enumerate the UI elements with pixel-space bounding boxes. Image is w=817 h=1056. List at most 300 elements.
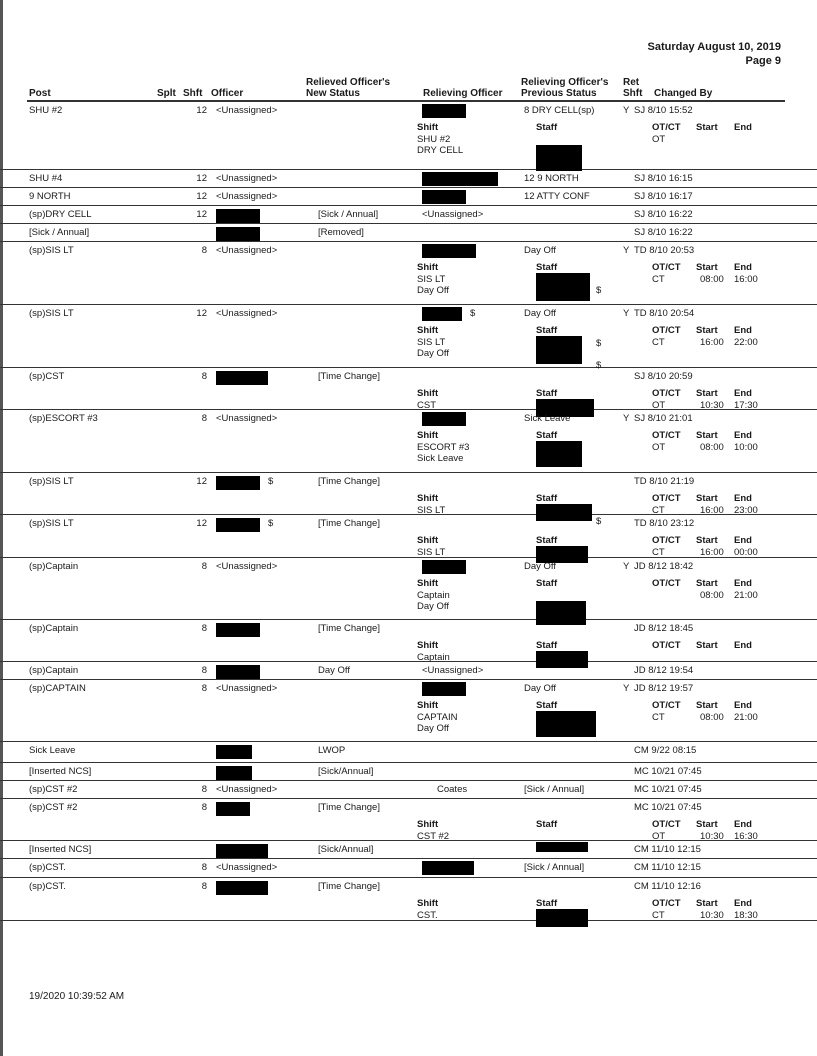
start-label: Start [696,388,718,399]
end-value: 00:00 [734,547,758,558]
post-cell: (sp)Captain [29,665,79,676]
start-value: 08:00 [700,590,724,601]
post-cell: 9 NORTH [29,191,71,202]
table-row [0,515,817,558]
table-row [0,878,817,921]
staff-detail [536,700,557,712]
end-value: 18:30 [734,910,758,921]
redacted-officer [216,745,252,759]
shift-detail [417,700,457,735]
new-status-cell: [Time Change] [318,623,380,634]
start-label: Start [696,819,718,830]
table-row [0,558,817,620]
end-label: End [734,122,752,133]
table-row [0,620,817,662]
redacted-officer [216,665,260,679]
start-label: Start [696,640,718,651]
changed-by-cell: SJ 8/10 21:01 [634,413,693,424]
table-row [0,859,817,878]
redacted-officer [216,209,260,223]
new-status-cell: [Time Change] [318,371,380,382]
shift-detail-line: Captain [417,589,450,601]
shift-cell: 8 [201,784,207,795]
col-relieving: Relieving Officer [423,88,503,99]
redacted-relieving [422,244,476,258]
changed-by-cell: JD 8/12 18:42 [634,561,694,572]
ret-shift-cell: Y [623,105,630,116]
shift-cell: 12 [196,209,207,220]
ot-ct-label: OT/CT [652,262,681,273]
staff-detail [536,122,557,134]
changed-by-cell: MC 10/21 07:45 [634,802,702,813]
officer-dollar: $ [268,476,274,487]
ret-shift-cell: Y [623,308,630,319]
ot-ct-value: CT [652,547,665,558]
new-status-cell: Day Off [318,665,351,676]
post-cell: (sp)SIS LT [29,245,74,256]
shift-label: Shift [417,898,439,909]
changed-by-cell: SJ 8/10 15:52 [634,105,693,116]
shift-label: Shift [417,640,439,651]
post-cell: (sp)DRY CELL [29,209,92,220]
shift-detail [417,898,438,921]
staff-detail [536,493,602,527]
shift-cell: 8 [201,665,207,676]
new-status-cell: [Sick / Annual] [318,209,379,220]
new-status-cell: [Removed] [318,227,364,238]
relieving-cell: <Unassigned> [422,665,484,676]
end-value: 22:00 [734,337,758,348]
report-date: Saturday August 10, 2019 [647,41,781,53]
table-row [0,242,817,305]
table-row [0,781,817,799]
shift-cell: 12 [196,105,207,116]
changed-by-cell: TD 8/10 21:19 [634,476,695,487]
shift-label: Shift [417,262,439,273]
post-cell: (sp)Captain [29,561,79,572]
previous-status-cell: [Sick / Annual] [524,784,585,795]
officer-cell: <Unassigned> [216,173,278,184]
changed-by-cell: MC 10/21 07:45 [634,766,702,777]
shift-detail-line: CAPTAIN [417,711,458,723]
shift-cell: 12 [196,191,207,202]
post-cell: (sp)SIS LT [29,518,74,529]
officer-cell: <Unassigned> [216,413,278,424]
ret-shift-cell: Y [623,245,630,256]
ot-ct-label: OT/CT [652,535,681,546]
redacted-staff [536,711,596,737]
new-status-cell: LWOP [318,745,346,756]
post-cell: (sp)CST. [29,881,66,892]
staff-detail [536,898,557,910]
new-status-cell: [Sick/Annual] [318,766,374,777]
start-label: Start [696,430,718,441]
staff-label: Staff [536,819,558,830]
end-label: End [734,325,752,336]
shift-label: Shift [417,493,439,504]
shift-detail-line: CST #2 [417,830,450,842]
start-value: 10:30 [700,910,724,921]
post-cell: (sp)CST #2 [29,784,78,795]
col-relieved-status-2: New Status [306,88,360,99]
redacted-relieving [422,861,474,875]
staff-detail [536,640,557,652]
col-prev-status-2: Previous Status [521,88,597,99]
changed-by-cell: TD 8/10 23:12 [634,518,695,529]
shift-detail-line: CST [417,399,436,411]
shift-detail-line: SHU #2 [417,133,451,145]
staff-label: Staff [536,700,558,711]
ot-ct-value: CT [652,337,665,348]
staff-dollar: $ [596,360,602,371]
redacted-staff [536,273,590,301]
redacted-officer [216,844,268,858]
shift-detail [417,122,463,157]
shift-label: Shift [417,700,439,711]
col-shft: Shft [183,88,203,99]
shift-detail-line: Day Off [417,601,450,612]
end-value: 17:30 [734,400,758,411]
redacted-relieving [422,412,466,426]
previous-status-cell: [Sick / Annual] [524,862,585,873]
end-label: End [734,819,752,830]
staff-label: Staff [536,262,558,273]
shift-cell: 8 [201,623,207,634]
previous-status-cell: Day Off [524,245,557,256]
page-number: Page 9 [745,55,781,67]
shift-cell: 8 [201,881,207,892]
start-label: Start [696,535,718,546]
post-cell: (sp)Captain [29,623,79,634]
ot-ct-label: OT/CT [652,700,681,711]
relieving-cell: Coates [437,784,468,795]
shift-cell: 12 [196,173,207,184]
shift-detail-line: Day Off [417,285,450,296]
end-label: End [734,640,752,651]
shift-cell: 12 [196,518,207,529]
col-prev-status-1: Relieving Officer's [521,77,609,88]
ot-ct-label: OT/CT [652,388,681,399]
post-cell: SHU #2 [29,105,63,116]
staff-detail [536,578,557,590]
post-cell: (sp)CST. [29,862,66,873]
table-row [0,102,817,170]
table-row [0,305,817,371]
staff-label: Staff [536,325,558,336]
end-label: End [734,388,752,399]
table-row [0,410,817,473]
table-row [0,742,817,763]
redacted-officer [216,802,250,816]
changed-by-cell: JD 8/12 19:54 [634,665,694,676]
redacted-officer [216,881,268,895]
relieving-dollar: $ [470,308,476,319]
changed-by-cell: TD 8/10 20:53 [634,245,695,256]
previous-status-cell: Sick Leave [524,413,571,424]
ot-ct-label: OT/CT [652,493,681,504]
post-cell: [Inserted NCS] [29,766,92,777]
end-label: End [734,535,752,546]
start-label: Start [696,578,718,589]
start-value: 16:00 [700,337,724,348]
shift-detail [417,819,449,842]
col-relieved-status-1: Relieved Officer's [306,77,391,88]
post-cell: (sp)CST [29,371,65,382]
previous-status-cell: Day Off [524,308,557,319]
end-value: 10:00 [734,442,758,453]
redacted-officer [216,623,260,637]
shift-detail [417,325,449,360]
shift-detail-line: ESCORT #3 [417,441,470,453]
officer-cell: <Unassigned> [216,105,278,116]
col-ret-2: Shft [623,88,643,99]
end-label: End [734,898,752,909]
shift-cell: 12 [196,476,207,487]
shift-detail-line: SIS LT [417,546,446,558]
col-changed-by: Changed By [654,88,713,99]
start-label: Start [696,898,718,909]
shift-detail [417,262,449,297]
start-value: 08:00 [700,442,724,453]
staff-label: Staff [536,640,558,651]
previous-status-cell: Day Off [524,561,557,572]
redacted-relieving [422,190,466,204]
changed-by-cell: TD 8/10 20:54 [634,308,695,319]
officer-dollar: $ [268,518,274,529]
start-label: Start [696,493,718,504]
changed-by-cell: JD 8/12 19:57 [634,683,694,694]
staff-detail [536,819,557,831]
staff-label: Staff [536,578,558,589]
officer-cell: <Unassigned> [216,245,278,256]
start-value: 10:30 [700,400,724,411]
shift-detail-line: SIS LT [417,336,446,348]
table-row [0,170,817,188]
shift-cell: 8 [201,245,207,256]
start-label: Start [696,262,718,273]
officer-cell: <Unassigned> [216,308,278,319]
end-value: 16:30 [734,831,758,842]
ot-ct-label: OT/CT [652,898,681,909]
ot-ct-value: CT [652,274,665,285]
officer-cell: <Unassigned> [216,862,278,873]
previous-status-cell: 8 DRY CELL(sp) [524,105,595,116]
end-label: End [734,700,752,711]
shift-label: Shift [417,819,439,830]
ot-ct-label: OT/CT [652,122,681,133]
new-status-cell: [Time Change] [318,476,380,487]
table-row [0,680,817,742]
new-status-cell: [Sick/Annual] [318,844,374,855]
ot-ct-label: OT/CT [652,640,681,651]
redacted-relieving [422,307,462,321]
post-cell: (sp)SIS LT [29,308,74,319]
changed-by-cell: MC 10/21 07:45 [634,784,702,795]
shift-detail-line: DRY CELL [417,145,464,156]
shift-detail-line: Sick Leave [417,453,464,464]
changed-by-cell: CM 11/10 12:16 [634,881,701,892]
end-label: End [734,578,752,589]
staff-label: Staff [536,898,558,909]
ret-shift-cell: Y [623,413,630,424]
column-header-row [0,74,817,100]
shift-detail-line: Day Off [417,348,450,359]
changed-by-cell: CM 11/10 12:15 [634,844,701,855]
post-cell: (sp)CST #2 [29,802,78,813]
report-table [0,102,817,921]
table-row [0,662,817,680]
ot-ct-label: OT/CT [652,430,681,441]
redacted-relieving [422,172,498,186]
col-officer: Officer [211,88,244,99]
officer-cell: <Unassigned> [216,561,278,572]
redacted-staff [536,145,582,171]
post-cell: (sp)SIS LT [29,476,74,487]
changed-by-cell: SJ 8/10 16:22 [634,227,693,238]
shift-cell: 12 [196,308,207,319]
end-label: End [734,262,752,273]
staff-label: Staff [536,388,558,399]
previous-status-cell: 12 9 NORTH [524,173,579,184]
staff-dollar: $ [596,516,602,527]
shift-cell: 8 [201,561,207,572]
start-value: 16:00 [700,505,724,516]
ot-ct-value: OT [652,134,666,145]
changed-by-cell: SJ 8/10 20:59 [634,371,693,382]
redacted-officer [216,518,260,532]
post-cell: (sp)ESCORT #3 [29,413,98,424]
post-cell: SHU #4 [29,173,63,184]
shift-cell: 8 [201,683,207,694]
shift-detail-line: Captain [417,651,450,663]
officer-cell: <Unassigned> [216,191,278,202]
staff-detail [536,262,602,296]
staff-detail [536,535,557,547]
ot-ct-value: OT [652,442,666,453]
redacted-relieving [422,682,466,696]
ot-ct-value: CT [652,910,665,921]
shift-detail [417,535,445,558]
shift-detail-line: SIS LT [417,504,446,516]
officer-cell: <Unassigned> [216,683,278,694]
ot-ct-label: OT/CT [652,578,681,589]
col-ret-1: Ret [623,77,640,88]
table-row [0,188,817,206]
previous-status-cell: Day Off [524,683,557,694]
new-status-cell: [Time Change] [318,802,380,813]
ot-ct-label: OT/CT [652,819,681,830]
end-value: 16:00 [734,274,758,285]
end-label: End [734,430,752,441]
table-row [0,224,817,242]
changed-by-cell: SJ 8/10 16:15 [634,173,693,184]
shift-detail-line: CST. [417,909,438,921]
print-timestamp: 19/2020 10:39:52 AM [29,991,125,1002]
shift-detail [417,493,445,516]
redacted-relieving [422,560,466,574]
changed-by-cell: SJ 8/10 16:22 [634,209,693,220]
start-value: 08:00 [700,274,724,285]
post-cell: [Inserted NCS] [29,844,92,855]
shift-label: Shift [417,578,439,589]
table-row [0,206,817,224]
staff-dollar: $ [596,285,602,296]
shift-label: Shift [417,325,439,336]
start-label: Start [696,325,718,336]
officer-cell: <Unassigned> [216,784,278,795]
post-cell: [Sick / Annual] [29,227,90,238]
shift-cell: 8 [201,371,207,382]
ret-shift-cell: Y [623,683,630,694]
shift-detail-line: Day Off [417,723,450,734]
redacted-officer [216,766,252,780]
end-value: 21:00 [734,590,758,601]
redacted-officer [216,371,268,385]
ret-shift-cell: Y [623,561,630,572]
table-row [0,763,817,781]
new-status-cell: [Time Change] [318,518,380,529]
end-value: 23:00 [734,505,758,516]
shift-detail-line: SIS LT [417,273,446,285]
staff-label: Staff [536,493,558,504]
shift-detail [417,640,450,663]
redacted-officer [216,227,260,241]
redacted-staff [536,909,588,927]
redacted-relieving [422,104,466,118]
shift-label: Shift [417,122,439,133]
new-status-cell: [Time Change] [318,881,380,892]
shift-detail [417,578,450,613]
col-post: Post [29,88,51,99]
table-row [0,368,817,410]
shift-label: Shift [417,535,439,546]
table-row [0,841,817,859]
start-label: Start [696,122,718,133]
end-label: End [734,493,752,504]
shift-cell: 8 [201,802,207,813]
shift-cell: 8 [201,862,207,873]
staff-dollar: $ [596,338,602,349]
staff-label: Staff [536,535,558,546]
shift-cell: 8 [201,413,207,424]
changed-by-cell: CM 9/22 08:15 [634,745,697,756]
shift-detail [417,430,469,465]
table-row [0,799,817,841]
start-label: Start [696,700,718,711]
start-value: 16:00 [700,547,724,558]
redacted-staff [536,336,582,364]
redacted-staff [536,441,582,467]
ot-ct-label: OT/CT [652,325,681,336]
ot-ct-value: CT [652,505,665,516]
previous-status-cell: 12 ATTY CONF [524,191,590,202]
ot-ct-value: OT [652,400,666,411]
post-cell: Sick Leave [29,745,76,756]
col-splt: Splt [157,88,176,99]
staff-detail [536,430,557,442]
changed-by-cell: CM 11/10 12:15 [634,862,701,873]
end-value: 21:00 [734,712,758,723]
changed-by-cell: SJ 8/10 16:17 [634,191,693,202]
staff-detail [536,325,602,371]
post-cell: (sp)CAPTAIN [29,683,86,694]
shift-detail [417,388,438,411]
shift-label: Shift [417,430,439,441]
staff-label: Staff [536,430,558,441]
start-value: 08:00 [700,712,724,723]
ot-ct-value: CT [652,712,665,723]
redacted-officer [216,476,260,490]
